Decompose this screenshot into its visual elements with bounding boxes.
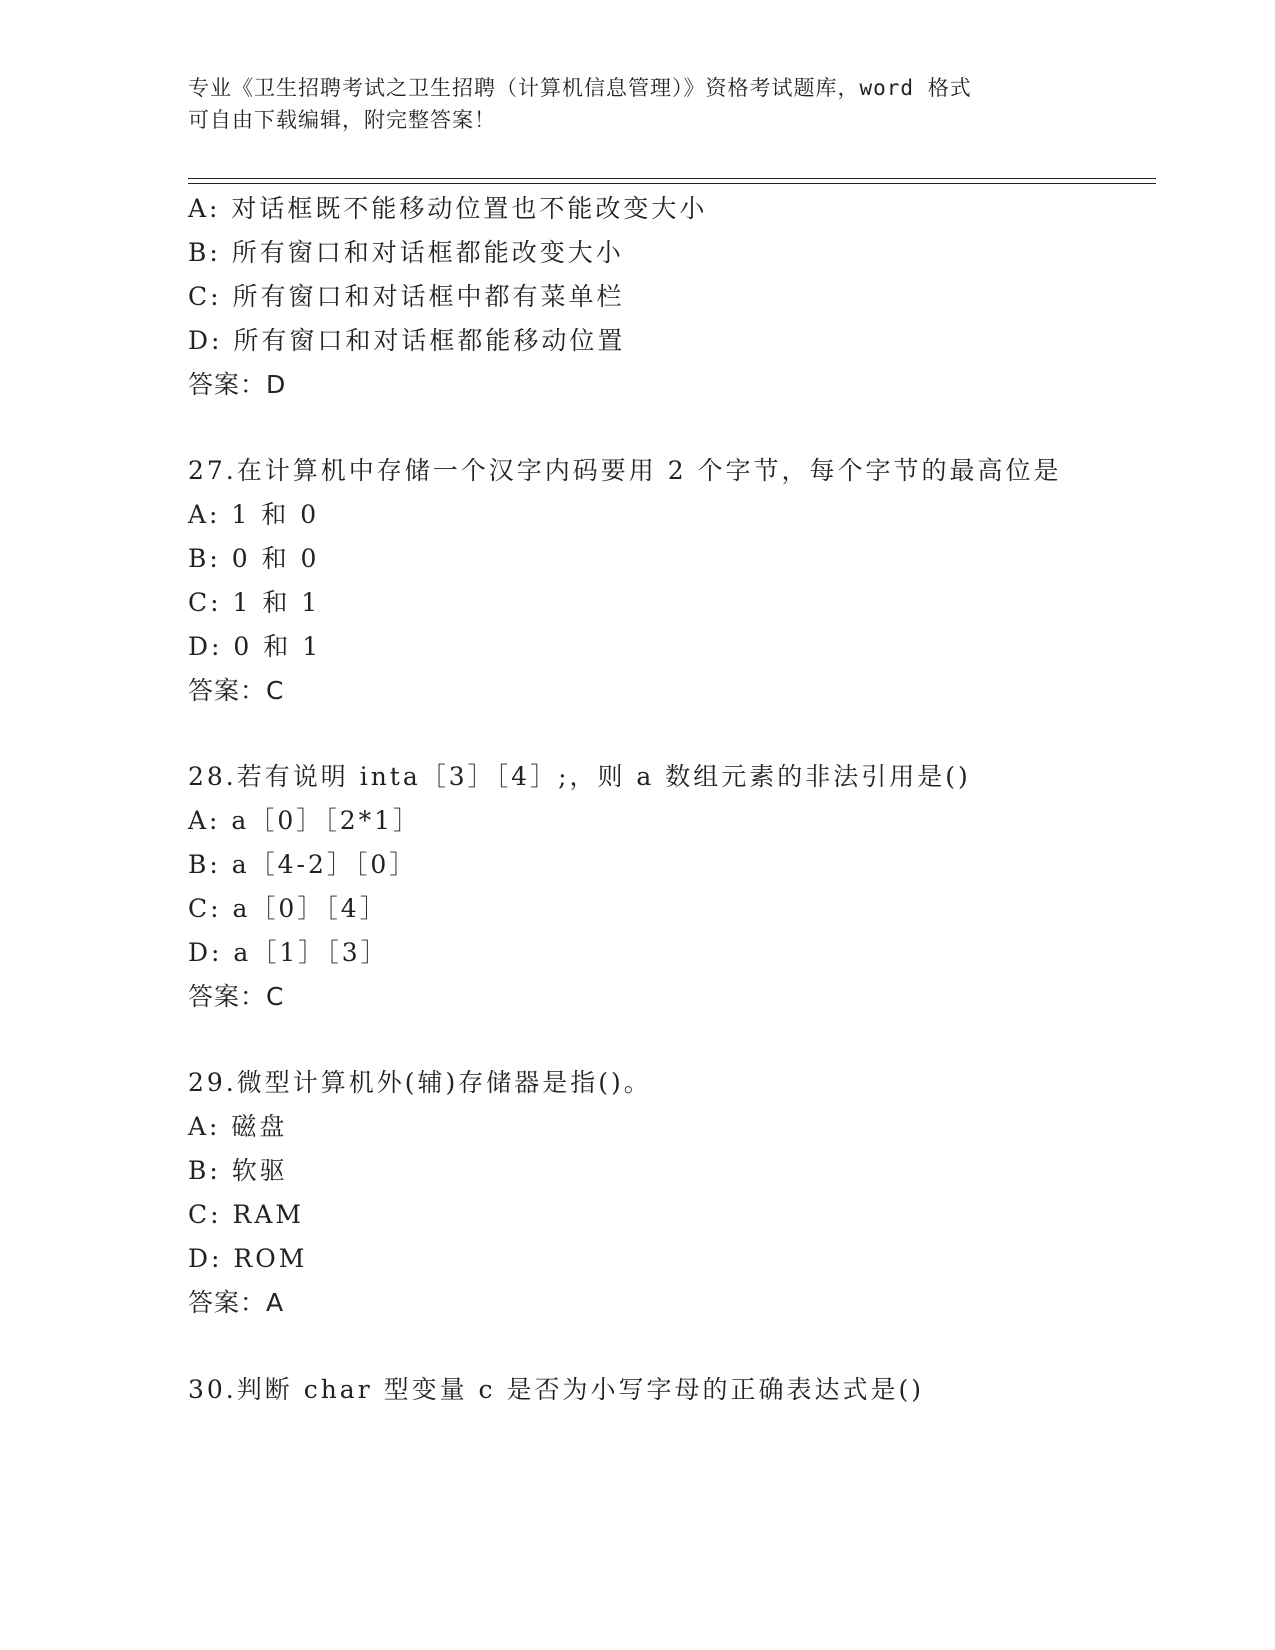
q27-option-a: A: 1 和 0 (188, 500, 320, 529)
q28-question: 28.若有说明 inta［3］［4］;，则 a 数组元素的非法引用是() (188, 762, 971, 791)
document-header (188, 72, 1088, 136)
q29-option-c: C: RAM (188, 1200, 304, 1229)
q26-answer: 答案：D (188, 370, 287, 399)
q28-option-c: C: a［0］［4］ (188, 894, 388, 923)
q27-answer: 答案：C (188, 676, 285, 705)
header-line-1: 专业《卫生招聘考试之卫生招聘（计算机信息管理）》资格考试题库，word 格式 (188, 76, 972, 100)
header-line-2: 可自由下载编辑，附完整答案！ (188, 108, 496, 132)
q28-option-b: B: a［4-2］［0］ (188, 850, 418, 879)
q27-option-b: B: 0 和 0 (188, 544, 320, 573)
q28-option-a: A: a［0］［2*1］ (188, 806, 422, 835)
q29-option-b: B: 软驱 (188, 1156, 288, 1185)
q27-question: 27.在计算机中存储一个汉字内码要用 2 个字节，每个字节的最高位是 (188, 456, 1062, 485)
q29-answer: 答案：A (188, 1288, 285, 1317)
q30-question: 30.判断 char 型变量 c 是否为小写字母的正确表达式是() (188, 1375, 925, 1404)
q26-option-c: C: 所有窗口和对话框中都有菜单栏 (188, 282, 625, 311)
q26-option-d: D: 所有窗口和对话框都能移动位置 (188, 326, 626, 355)
q27-option-c: C: 1 和 1 (188, 588, 321, 617)
header-divider-bottom (188, 183, 1156, 184)
q29-option-d: D: ROM (188, 1244, 308, 1273)
q27-option-d: D: 0 和 1 (188, 632, 322, 661)
header-divider-top (188, 178, 1156, 179)
q29-option-a: A: 磁盘 (188, 1112, 288, 1141)
q29-question: 29.微型计算机外(辅)存储器是指()。 (188, 1068, 652, 1097)
q28-answer: 答案：C (188, 982, 285, 1011)
q26-option-b: B: 所有窗口和对话框都能改变大小 (188, 238, 624, 267)
q26-option-a: A: 对话框既不能移动位置也不能改变大小 (188, 194, 708, 223)
q28-option-d: D: a［1］［3］ (188, 938, 389, 967)
